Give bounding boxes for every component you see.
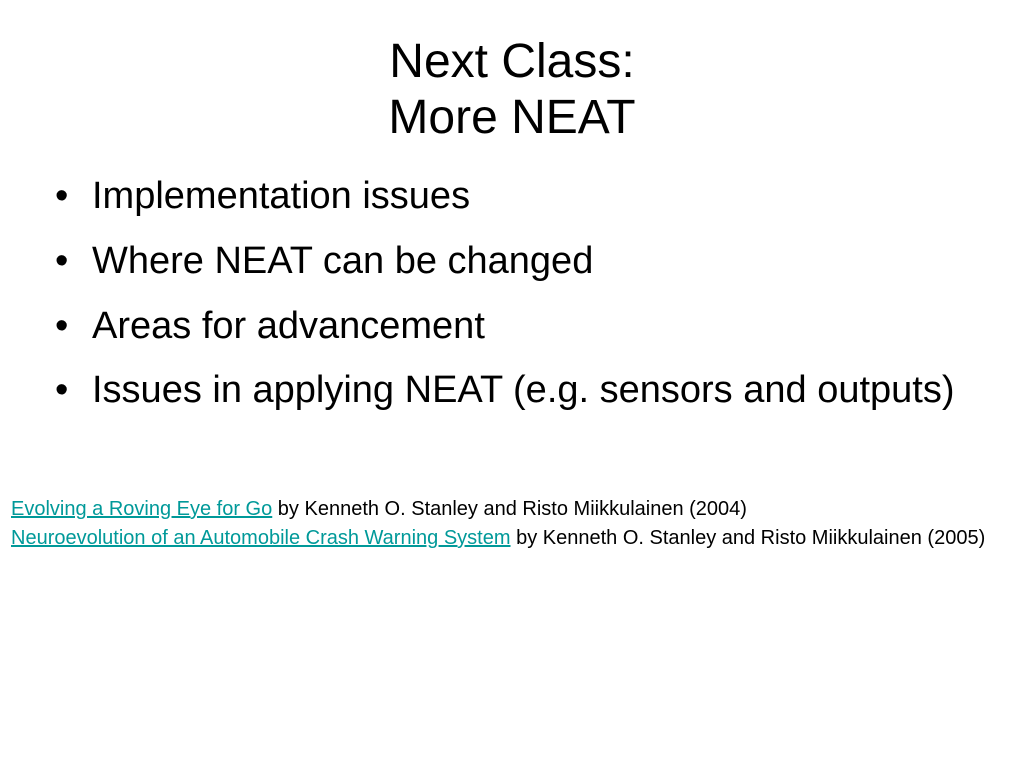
title-line-2: More NEAT <box>388 91 636 144</box>
bullet-item-applying <box>55 363 985 417</box>
reference-2-authors: by Kenneth O. Stanley and Risto Miikkulainen (2005) <box>510 527 986 549</box>
bullet-icon: • <box>55 175 69 217</box>
reference-link-roving-eye[interactable]: Evolving a Roving Eye for Go <box>11 498 273 520</box>
bullet-text: Implementation issues <box>92 175 471 217</box>
reference-1-authors: by Kenneth O. Stanley and Risto Miikkulainen (2004) <box>272 498 747 520</box>
bullet-icon: • <box>55 240 69 282</box>
bullet-text: Where NEAT can be changed <box>92 240 594 282</box>
bullet-list <box>55 168 985 426</box>
bullet-icon: • <box>55 369 69 411</box>
bullet-item-implementation <box>55 168 985 224</box>
bullet-icon: • <box>55 305 69 347</box>
references <box>11 495 1011 553</box>
reference-1 <box>11 495 1011 524</box>
reference-2 <box>11 524 1011 553</box>
bullet-text: Issues in applying NEAT (e.g. sensors and outputs) <box>92 369 955 411</box>
bullet-text: Areas for advancement <box>92 305 485 347</box>
title-line-1: Next Class: <box>389 35 635 88</box>
bullet-item-advancement <box>55 298 985 354</box>
slide-title <box>0 34 1024 146</box>
reference-link-crash-warning[interactable]: Neuroevolution of an Automobile Crash Warning System <box>11 527 511 549</box>
bullet-item-where-changed <box>55 233 985 289</box>
